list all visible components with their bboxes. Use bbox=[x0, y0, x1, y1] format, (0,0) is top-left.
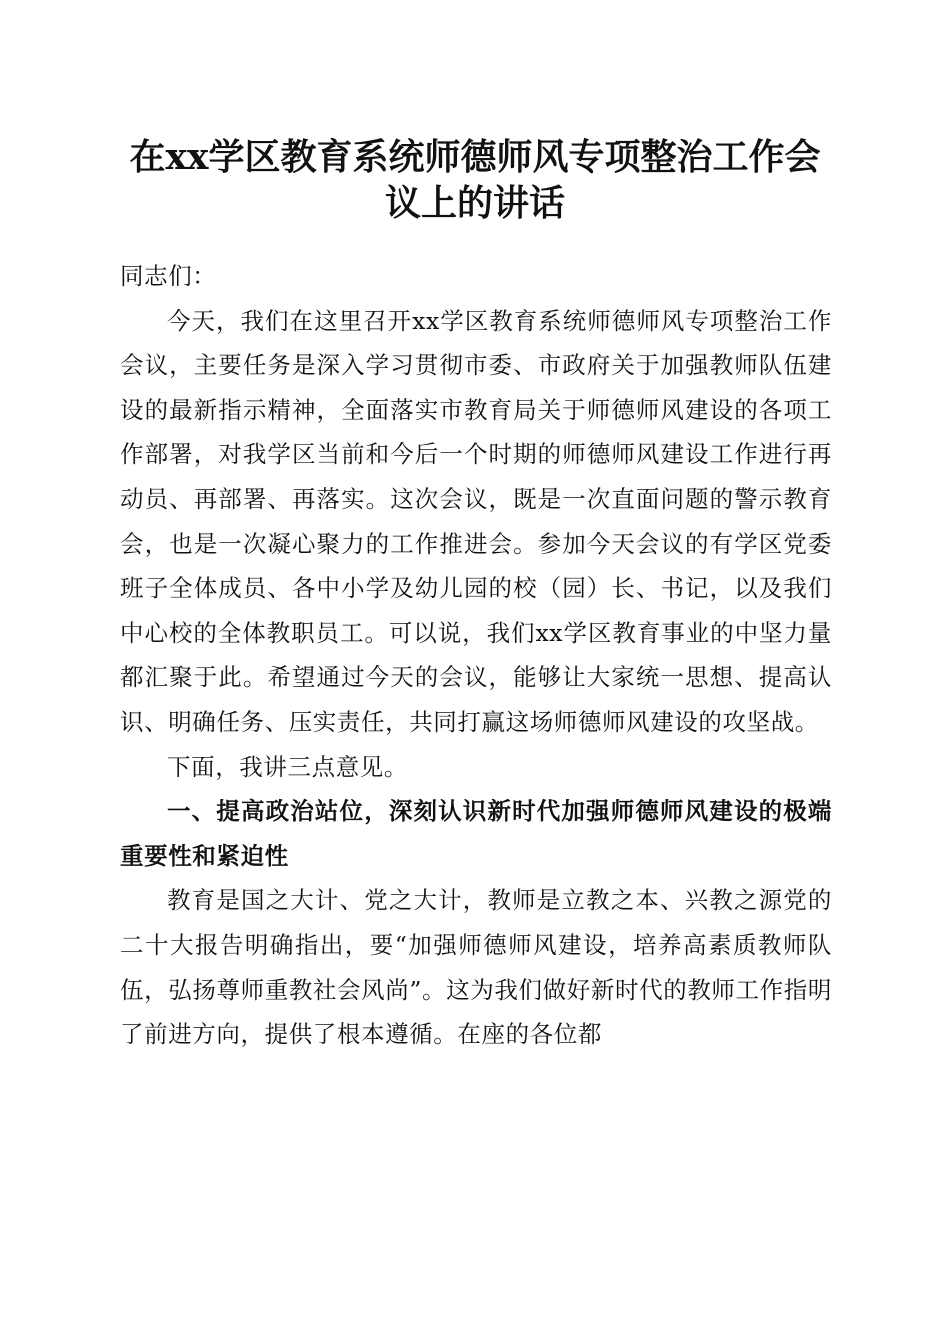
paragraph-opening: 今天，我们在这里召开xx学区教育系统师德师风专项整治工作会议，主要任务是深入学习贯彻市委、市政府关于加强教师队伍建设的最新指示精神，全面落实市教育局关于师德师风建设的各项工作部署，对我学区当前和今后一个时期的师德师风建设工作进行再动员、再部署、再落实。这次会议，既是一次直面问题的警示教育会，也是一次凝心聚力的工作推进会。参加今天会议的有学区党委班子全体成员、各中小学及幼儿园的校（园）长、书记，以及我们中心校的全体教职员工。可以说，我们xx学区教育事业的中坚力量都汇聚于此。希望通过今天的会议，能够让大家统一思想、提高认识、明确任务、压实责任，共同打赢这场师德师风建设的攻坚战。 bbox=[120, 306, 832, 736]
section-heading-1: 一、提高政治站位，深刻认识新时代加强师德师风建设的极端重要性和紧迫性 bbox=[120, 797, 832, 870]
paragraph-section-1: 教育是国之大计、党之大计，教师是立教之本、兴教之源党的二十大报告明确指出，要“加强师德师风建设，培养高素质教师队伍，弘扬尊师重教社会风尚”。这为我们做好新时代的教师工作指明了前进方向，提供了根本遵循。在座的各位都 bbox=[120, 886, 832, 1049]
document-body bbox=[120, 254, 832, 1057]
document-title: 在xx学区教育系统师德师风专项整治工作会议上的讲话 bbox=[129, 136, 821, 224]
salutation: 同志们： bbox=[120, 262, 217, 290]
paragraph-outline: 下面，我讲三点意见。 bbox=[167, 752, 408, 781]
